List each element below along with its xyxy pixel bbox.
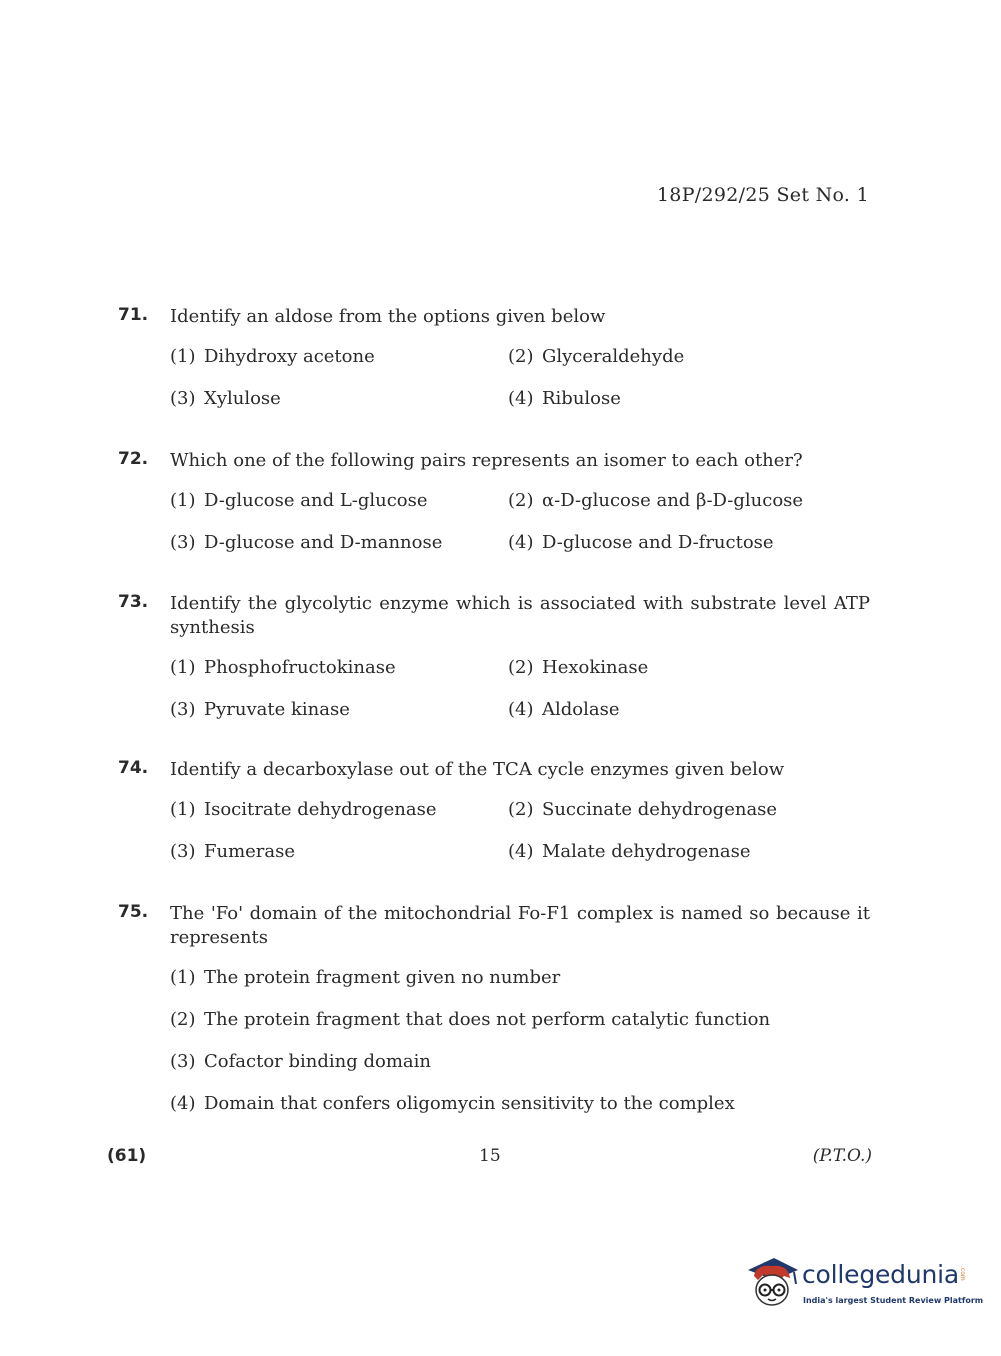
option-2	[170, 1008, 870, 1032]
logo-tagline: India's largest Student Review Platform	[803, 1296, 984, 1305]
option-number: (2)	[508, 490, 534, 511]
logo-suffix: .com	[959, 1266, 966, 1281]
option-number: (2)	[508, 657, 534, 678]
option-number: (1)	[170, 657, 196, 678]
option-text: Hexokinase	[542, 657, 649, 678]
option-number: (4)	[508, 841, 534, 862]
pto-label: (P.T.O.)	[812, 1146, 872, 1166]
option-number: (1)	[170, 799, 196, 820]
option-2	[508, 345, 870, 369]
option-4	[170, 1092, 870, 1116]
option-number: (3)	[170, 532, 196, 553]
option-text: D-glucose and D-mannose	[204, 532, 443, 553]
question-text: Identify an aldose from the options given below	[170, 306, 606, 327]
option-3	[170, 387, 508, 411]
option-number: (2)	[170, 1009, 196, 1030]
option-number: (1)	[170, 490, 196, 511]
options-list	[170, 966, 870, 1116]
question-number: 72.	[118, 449, 149, 469]
option-1	[170, 656, 508, 680]
option-number: (1)	[170, 967, 196, 988]
option-text: Aldolase	[542, 699, 620, 720]
option-number: (3)	[170, 1051, 196, 1072]
option-number: (4)	[170, 1093, 196, 1114]
option-text: Fumerase	[204, 841, 296, 862]
option-number: (4)	[508, 532, 534, 553]
question-73	[118, 592, 870, 722]
options-grid	[170, 489, 870, 555]
question-number: 73.	[118, 592, 149, 612]
option-3	[170, 840, 508, 864]
options-grid	[170, 798, 870, 864]
option-1	[170, 966, 870, 990]
question-text: The 'Fo' domain of the mitochondrial Fo-F1 complex is named so because it represents	[170, 903, 870, 948]
option-number: (3)	[170, 388, 196, 409]
option-number: (4)	[508, 699, 534, 720]
option-text: Glyceraldehyde	[542, 346, 685, 367]
question-75	[118, 902, 870, 1116]
option-number: (3)	[170, 841, 196, 862]
question-71	[118, 305, 870, 411]
question-number: 71.	[118, 305, 149, 325]
option-text: D-glucose and L-glucose	[204, 490, 428, 511]
option-text: Isocitrate dehydrogenase	[204, 799, 437, 820]
option-text: Ribulose	[542, 388, 621, 409]
question-number: 74.	[118, 758, 149, 778]
option-2	[508, 656, 870, 680]
option-text: Cofactor binding domain	[204, 1051, 431, 1072]
option-text: Succinate dehydrogenase	[542, 799, 778, 820]
option-text: Phosphofructokinase	[204, 657, 396, 678]
option-text: Dihydroxy acetone	[204, 346, 375, 367]
option-4	[508, 531, 870, 555]
question-text: Identify the glycolytic enzyme which is associated with substrate level ATP synthesis	[170, 593, 870, 638]
option-text: The protein fragment given no number	[204, 967, 561, 988]
option-text: Domain that confers oligomycin sensitivity to the complex	[204, 1093, 735, 1114]
option-text: Malate dehydrogenase	[542, 841, 751, 862]
option-1	[170, 489, 508, 513]
logo-name: collegedunia	[802, 1260, 959, 1289]
question-text: Which one of the following pairs represents an isomer to each other?	[170, 450, 803, 471]
paper-code: 18P/292/25 Set No. 1	[656, 184, 869, 206]
mascot-icon	[744, 1252, 800, 1312]
question-74	[118, 758, 870, 864]
page-number: 15	[479, 1146, 501, 1166]
question-number: 75.	[118, 902, 149, 922]
option-text: Pyruvate kinase	[204, 699, 350, 720]
option-2	[508, 489, 870, 513]
question-text: Identify a decarboxylase out of the TCA cycle enzymes given below	[170, 759, 785, 780]
option-number: (2)	[508, 799, 534, 820]
option-text: Xylulose	[204, 388, 281, 409]
option-number: (3)	[170, 699, 196, 720]
option-1	[170, 798, 508, 822]
option-text: α-D-glucose and β-D-glucose	[542, 490, 804, 511]
option-number: (1)	[170, 346, 196, 367]
option-4	[508, 698, 870, 722]
option-3	[170, 531, 508, 555]
option-text: D-glucose and D-fructose	[542, 532, 774, 553]
option-number: (4)	[508, 388, 534, 409]
option-4	[508, 387, 870, 411]
option-text: The protein fragment that does not perform catalytic function	[204, 1009, 771, 1030]
question-72	[118, 449, 870, 555]
footer-code: (61)	[107, 1146, 147, 1166]
option-1	[170, 345, 508, 369]
options-grid	[170, 656, 870, 722]
options-grid	[170, 345, 870, 411]
option-2	[508, 798, 870, 822]
option-4	[508, 840, 870, 864]
option-3	[170, 1050, 870, 1074]
option-3	[170, 698, 508, 722]
option-number: (2)	[508, 346, 534, 367]
collegedunia-logo	[744, 1252, 984, 1312]
